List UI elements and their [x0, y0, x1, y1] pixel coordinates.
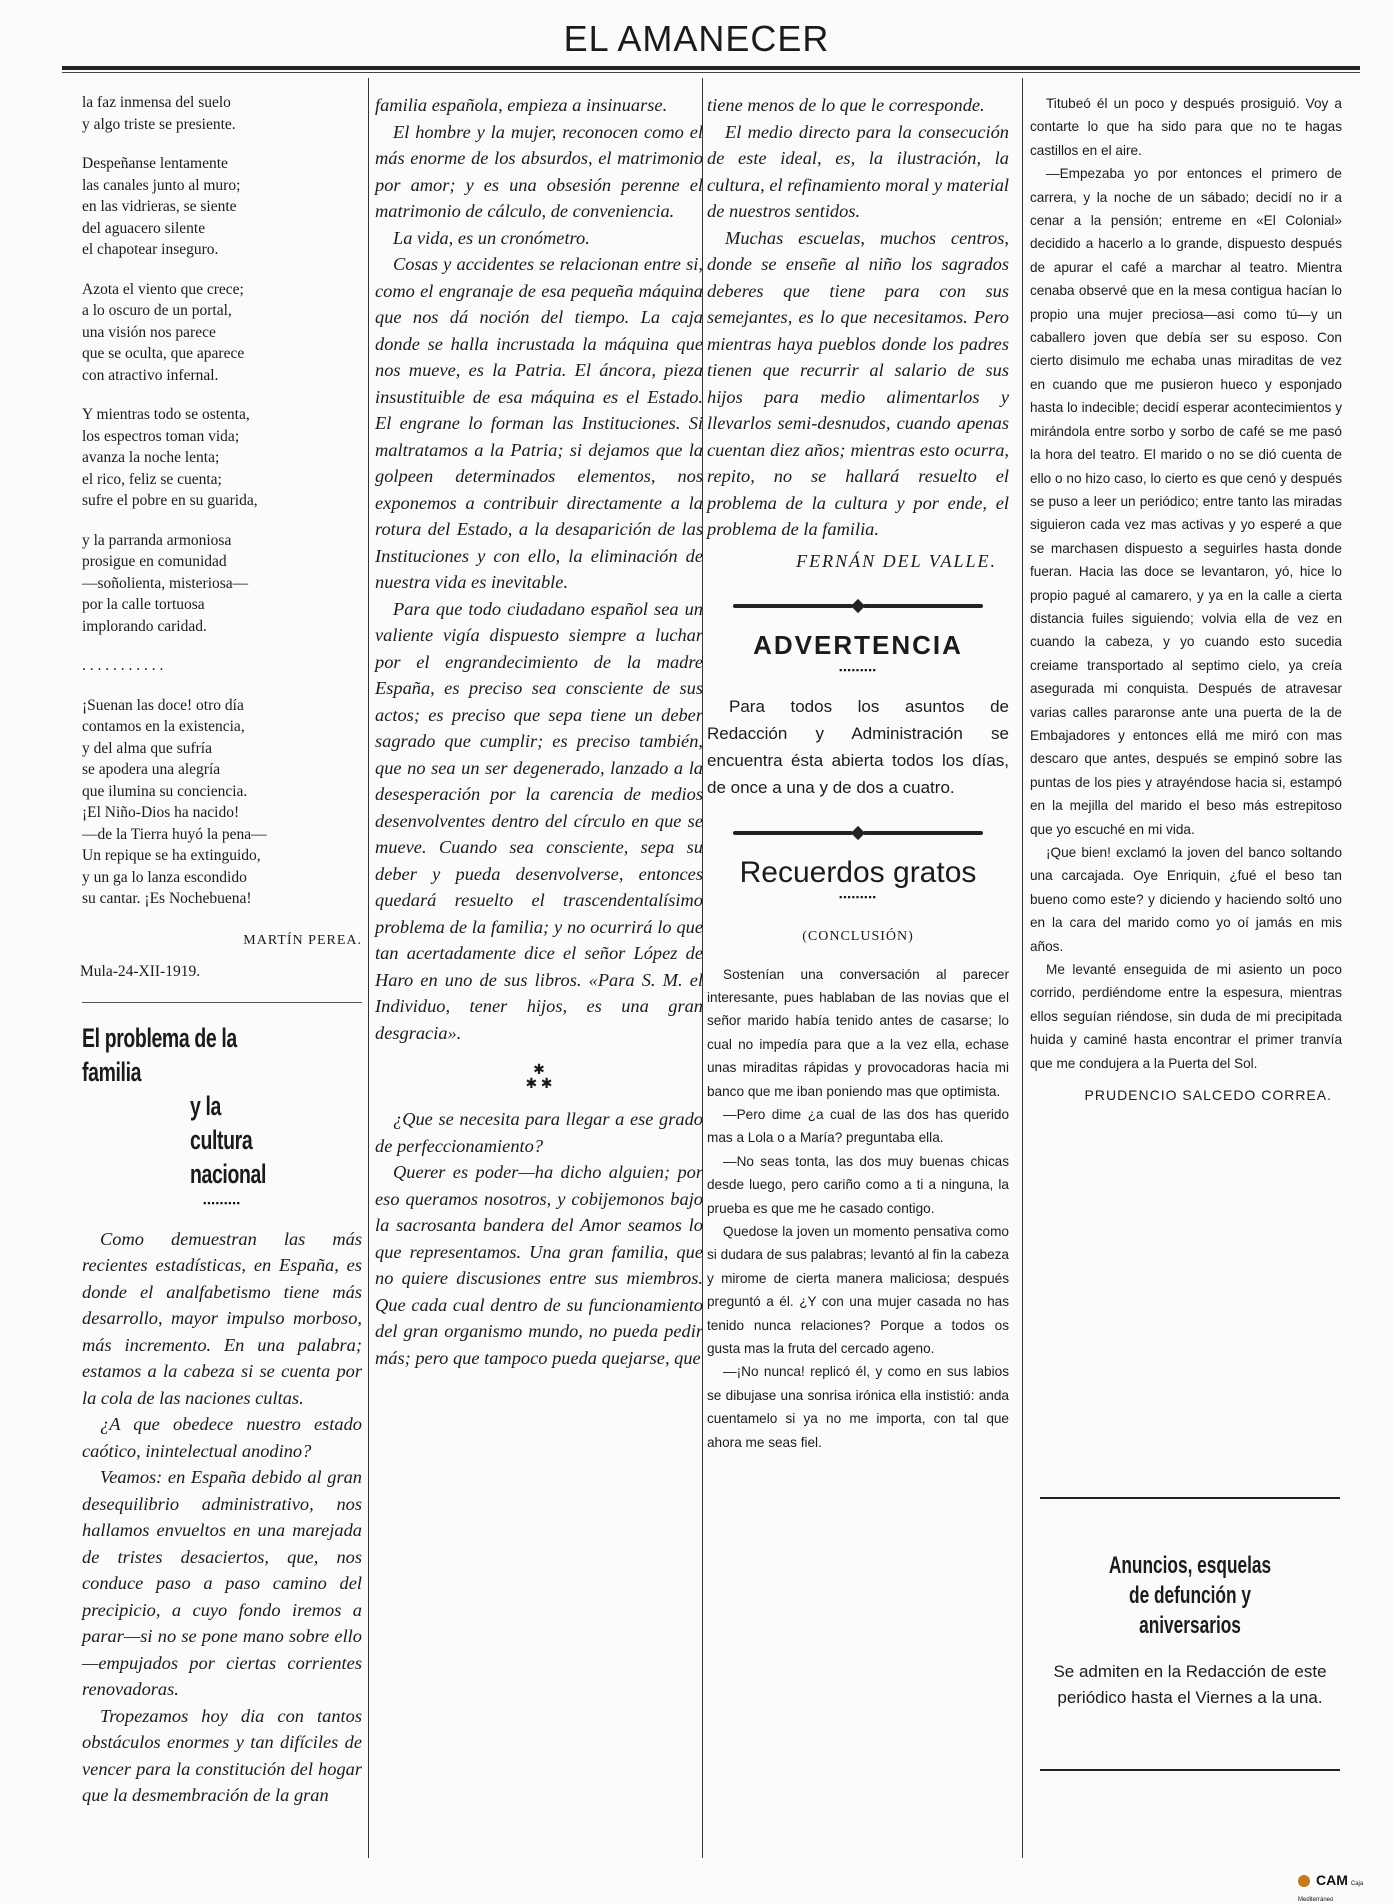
poem-line: ¡Suenan las doce! otro día: [82, 696, 244, 714]
poem-line: —soñolienta, misteriosa—: [82, 574, 249, 592]
column-divider: [1022, 78, 1023, 1858]
poem: [82, 92, 362, 910]
paragraph: ¿Que se necesita para llegar a ese grado de perfeccionamiento?: [375, 1109, 703, 1156]
paragraph: Me levanté enseguida de mi asiento un poco corrido, perdiéndome entre la espesura, mientras ellos seguían riéndose, sin duda de mi precipitada huida y caminé hasta encontrar el primer tranvía que me condujera a la Puerta del Sol.: [1030, 962, 1342, 1071]
poem-line: implorando caridad.: [82, 617, 207, 635]
story-text: [1030, 92, 1342, 1075]
ornament-divider: [707, 592, 1009, 617]
paragraph: Tropezamos hoy dia con tantos obstáculos enormes y tan difíciles de vencer para la constitución del hogar que la desmembración de la gran: [82, 1705, 362, 1805]
paragraph: Como demuestran las más recientes estadísticas, en España, es donde el analfabetismo tiene más desarrollo, mayor impulso morboso, más incremento. En una palabra; estamos a la cabeza si se cuenta por la cola de las naciones cultas.: [82, 1228, 362, 1408]
logo-mark-icon: [1298, 1875, 1310, 1887]
poem-line: a lo oscuro de un portal,: [82, 302, 232, 319]
article-text: [375, 119, 703, 1047]
anuncios-body: Se admiten en la Redacción de este periódico hasta el Viernes a la una.: [1053, 1662, 1327, 1707]
poem-stanza: [82, 279, 362, 387]
poem-line: avanza la noche lenta;: [82, 449, 220, 466]
paragraph: Quedose la joven un momento pensativa como si dudara de sus palabras; levantó al fin la cabeza y mirome de cierta manera maliciosa; después preguntó a él. ¿Y con una mujer casada no has tenido nunca relaciones? Porque a todos os gusta mas la fruta del cercado ageno.: [707, 1223, 1009, 1356]
paragraph: —Pero dime ¿a cual de las dos has querido mas a Lola o a María? preguntaba ella.: [707, 1106, 1009, 1146]
poem-line: se apodera una alegría: [82, 761, 221, 778]
poem-line: por la calle tortuosa: [82, 596, 205, 613]
poem-line: las canales junto al muro;: [82, 176, 241, 194]
poem-line: que se oculta, que aparece: [82, 345, 245, 362]
article-text: [707, 119, 1009, 543]
paragraph: Titubeó él un poco y después prosiguió. Voy a contarte lo que ha sido para que no te hagas castillos en el aire.: [1030, 96, 1342, 158]
section-divider: [82, 1002, 362, 1003]
poem-stanza: [82, 153, 362, 261]
column-4: [1030, 92, 1342, 1108]
paragraph: ¿A que obedece nuestro estado caótico, inintelectual anodino?: [82, 1414, 362, 1461]
recuerdos-title: Recuerdos gratos: [739, 855, 977, 889]
ornament-divider: [707, 819, 1009, 844]
anuncios-box: [1040, 1497, 1340, 1771]
poem-line: Despeñanse lentamente: [82, 155, 228, 172]
story-signature: PRUDENCIO SALCEDO CORREA.: [1084, 1087, 1332, 1104]
paragraph: Querer es poder—ha dicho alguien; por eso queramos nosotros, y cobijemonos bajo la sacrosanta bandera del Amor seamos lo que representamos. Una gran familia, que no quiere discusiones entre sus miembros. Que cada cual dentro de su funcionamiento del gran organismo mundo, no pueda pedir más; pero que tampoco pueda quejarse, que: [375, 1162, 703, 1368]
masthead-rule-thin: [62, 72, 1360, 73]
article-paragraph: familia española, empieza a insinuarse.: [375, 95, 668, 115]
paragraph: El medio directo para la consecución de este ideal, es, la ilustración, la cultura, el refinamiento moral y material de nuestros sentidos.: [707, 121, 1009, 221]
article-text: [375, 1106, 703, 1371]
poem-line: y del alma que sufría: [82, 739, 212, 757]
poem-stanza: [82, 92, 362, 135]
poem-line: la faz inmensa del suelo: [82, 94, 231, 111]
anuncios-title-line: Anuncios, esquelas: [1108, 1552, 1272, 1579]
poem-line: Y mientras todo se ostenta,: [82, 406, 250, 423]
article-paragraph: tiene menos de lo que le corresponde.: [707, 95, 985, 115]
logo-text: CAM: [1316, 1872, 1348, 1888]
poem-stanza: [82, 404, 362, 512]
poem-stanza: [82, 655, 362, 677]
anuncios-title-line: de defunción y aniversarios: [1129, 1582, 1251, 1639]
poem-line: . . . . . . . . . . .: [82, 657, 164, 674]
recuerdos-subtitle: (CONCLUSIÓN): [802, 928, 914, 944]
poem-line: el rico, feliz se cuenta;: [82, 470, 222, 488]
poem-line: una visión nos parece: [82, 323, 216, 341]
paragraph: Veamos: en España debido al gran desequilibrio administrativo, nos hallamos envueltos en una marejada de tristes desaciertos, que, nos conduce paso a paso camino del precipicio, a cuyo fondo iremos a parar—si no se pone mano sobre ello—empujados por ciertas corrientes renovadoras.: [82, 1467, 362, 1699]
poem-line: contamos en la existencia,: [82, 718, 245, 735]
paragraph: Muchas escuelas, muchos centros, donde se enseñe al niño los sagrados deberes que tiene para con sus semejantes, es lo que necesitamos. Pero mientras haya pueblos donde los padres tienen que recurrir al salario de sus hijos para medio alimentarlos y llevarlos semi-desnudos, cuando apenas cuentan diez años; mientras esto ocurra, repito, no se hallará resuelto el problema de la cultura y por ende, el problema de la familia.: [707, 227, 1009, 539]
column-1: [82, 92, 362, 1809]
masthead-rule: [62, 66, 1360, 70]
article-signature: FERNÁN DEL VALLE.: [796, 550, 997, 571]
paragraph: Sostenían una conversación al parecer interesante, pues hablaban de las novias que el señor marido había tenido antes de casarse; lo cual no impedía para que a la vez ella, echase unas miraditas rápidas y provocadoras hacia mi banco que me iban poniendo mas que optimista.: [707, 966, 1009, 1099]
title-ornament: ▪▪▪▪▪▪▪▪▪: [203, 1197, 241, 1208]
advertencia-body: Para todos los asuntos de Redacción y Administración se encuentra ésta abierta todos los días, de once a una y de dos a cuatro.: [707, 696, 1009, 797]
column-divider: [368, 78, 369, 1858]
poem-line: —de la Tierra huyó la pena—: [82, 825, 267, 843]
paragraph: Cosas y accidentes se relacionan entre si, como el engranaje de esa pequeña máquina que nos dá noción del tiempo. La caja donde se halla incrustada la máquina que nos mueve, es la Patria. El áncora, pieza insustituible de esa máquina es el Estado. El engrane lo forman las Instituciones. Si maltratamos a la Patria; si dejamos que la golpeen determinados elementos, nos exponemos a contribuir directamente a la rotura del Estado, a la desaparición de las Instituciones y con ello, la eliminación de nuestra vida es inevitable.: [375, 254, 703, 592]
title-ornament: ▪▪▪▪▪▪▪▪▪: [839, 891, 877, 902]
paragraph: ¡Que bien! exclamó la joven del banco soltando una carcajada. Oye Enriquin, ¿fué el beso tan bueno como este? y diciendo y haciendo soltó uno en la cara del marido como yo oí jamás en mis años.: [1030, 845, 1342, 954]
poem-stanza: [82, 695, 362, 910]
poem-line: los espectros toman vida;: [82, 427, 240, 445]
column-3: [707, 92, 1009, 1454]
poem-line: su cantar. ¡Es Nochebuena!: [82, 890, 252, 907]
poem-line: el chapotear inseguro.: [82, 241, 219, 258]
title-ornament: ▪▪▪▪▪▪▪▪▪: [839, 664, 877, 675]
story-text: [707, 963, 1009, 1455]
paragraph: —Empezaba yo por entonces el primero de carrera, y la noche de un sábado; decidí no ir a cenar a la pensión; entreme en «El Colonial» decidido a hacerlo a lo grande, dispuesto después de apurar el café a marchar al teatro. Mientra cenaba observé que en la mesa contigua hacían lo propio una mujer preciosa—asi como tú—y un caballero joven que debía ser su esposo. Con cierto disimulo me echaba unas miraditas de vez en cuando que me pusieron hueco y esponjado hasta lo indecible; decidí esperar acontecimientos y mirándola entre sorbo y sorbo de café se me pasó la hora del teatro. El marido o no se dió cuenta de ello o no hizo caso, lo cierto es que cenó y después se puso a leer un periódico; entre tanto las miradas siguieron cada vez mas activas y yo esperé a que se marchasen dispuesto a seguirles hasta donde fueran. Hacia las doce se levantaron, yó, hice lo propio pagué al camarero, y ya en la calle a cierta distancia fuiles siguiendo; volvia ella de vez en cuando la cabeza, y yo cuando esto sucedia creiame transportado al septimo cielo, ya creía asegurada mi conquista. Después de atravesar varias calles pararonse ante una puerta de la de Embajadores y entonces ellá me miró con mas descaro que antes, después se empinó sobre las puntas de los pies y atrayéndose hacia si, estampó en la mejilla del marido el beso más estrepitoso que yo escuché en mi vida.: [1030, 166, 1342, 837]
column-2: [375, 92, 703, 1371]
paragraph: Para que todo ciudadano español sea un valiente vigía dispuesto siempre a luchar por el engrandecimiento de la madre España, es preciso sea consciente de sus actos; es preciso que sepa tiene un deber sagrado que cumplir; es preciso también, que no sea un ser degenerado, lanzado a la desesperación por la carencia de medios desenvolventes dentro del círculo en que se mueve. Cuando sea consciente, sepa su deber y pueda desenvolverse, entonces quedará resuelto el trascendentalísimo problema de la familia; y no ocurrirá lo que tan acertadamente dice el señor López de Haro en uno de sus libros. «Para S. M. el Individuo, tener hijos, es una gran desgracia».: [375, 598, 703, 1043]
article-title-line: y la cultura nacional: [190, 1090, 266, 1189]
advertencia-title: ADVERTENCIA: [753, 629, 963, 660]
poem-line: sufre el pobre en su guarida,: [82, 492, 258, 509]
article-text: [82, 1226, 362, 1809]
paragraph: —No seas tonta, las dos muy buenas chicas desde luego, pero cariño como a ti a ninguna, la prueba es que me he casado contigo.: [707, 1153, 1009, 1216]
poem-line: Un repique se ha extinguido,: [82, 847, 261, 864]
poem-line: con atractivo infernal.: [82, 366, 219, 384]
poem-line: Azota el viento que crece;: [82, 280, 244, 298]
poem-date: Mula-24-XII-1919.: [80, 962, 201, 980]
poem-line: en las vidrieras, se siente: [82, 198, 237, 215]
paragraph: La vida, es un cronómetro.: [393, 227, 590, 248]
poem-stanza: [82, 530, 362, 638]
poem-line: y la parranda armoniosa: [82, 531, 232, 549]
poem-line: prosigue en comunidad: [82, 553, 227, 570]
logo-subtext: Caja Mediterráneo: [1298, 1881, 1364, 1903]
poem-signature: MARTÍN PEREA.: [243, 932, 362, 948]
stars-separator: ✱ ✱ ✱: [525, 1063, 553, 1092]
poem-line: y algo triste se presiente.: [82, 115, 236, 133]
poem-line: del aguacero silente: [82, 219, 206, 237]
anuncios-title: [1082, 1551, 1298, 1641]
paragraph: El hombre y la mujer, reconocen como el más enorme de los absurdos, el matrimonio por amor; y es una obsesión perenne el matrimonio de cálculo, de conveniencia.: [375, 121, 703, 221]
masthead-title: EL AMANECER: [563, 18, 830, 59]
poem-line: y un ga lo lanza escondido: [82, 868, 247, 886]
article-title: [82, 1021, 284, 1191]
cam-logo: [1298, 1872, 1393, 1904]
paragraph: —¡No nunca! replicó él, y como en sus labios se dibujase una sonrisa irónica ella instistió: anda cuentamelo si ya no me importa, con tal que ahora me seas fiel.: [707, 1364, 1009, 1450]
poem-line: que ilumina su conciencia.: [82, 782, 248, 800]
poem-line: ¡El Niño-Dios ha nacido!: [82, 804, 240, 821]
article-title-line: El problema de la familia: [82, 1022, 237, 1087]
